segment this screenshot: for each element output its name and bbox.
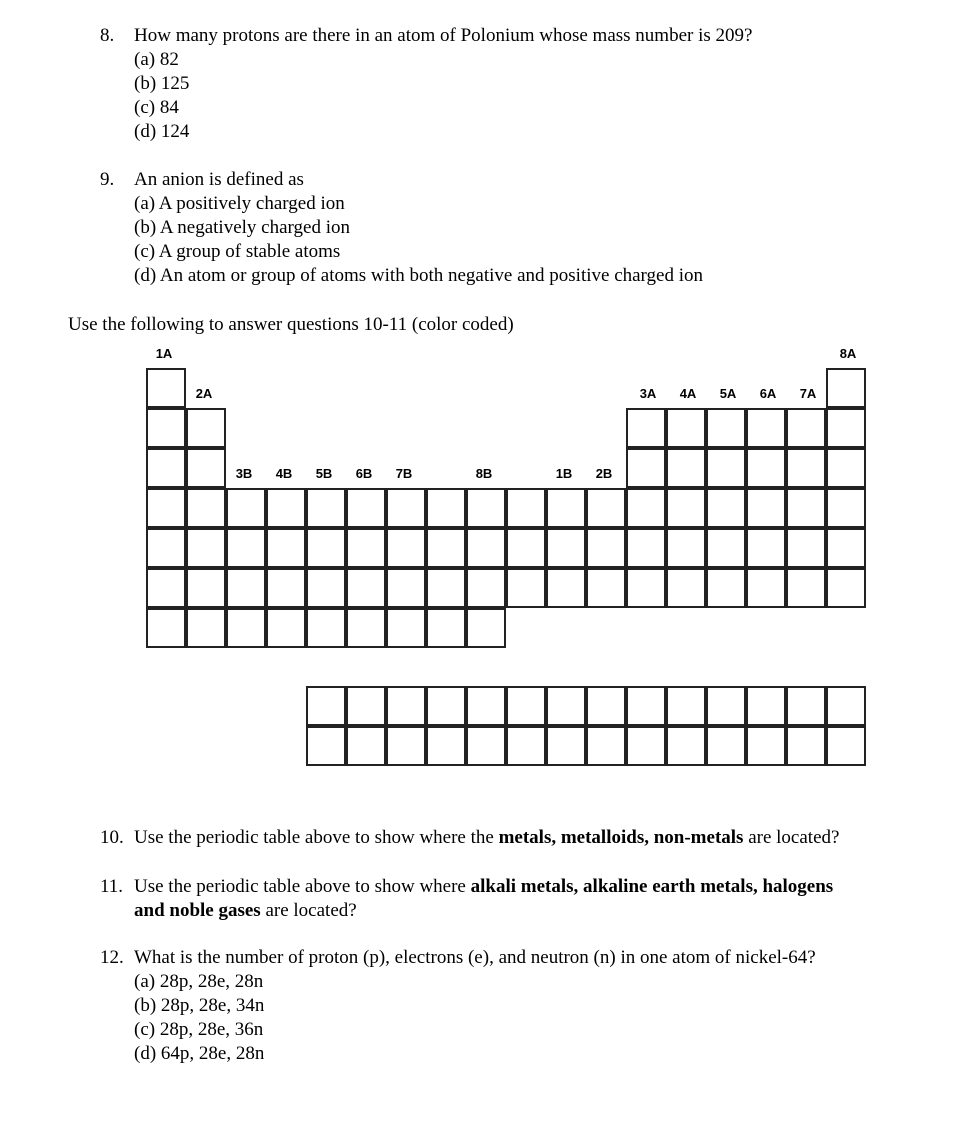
element-cell xyxy=(666,488,706,528)
element-cell xyxy=(706,448,746,488)
element-cell xyxy=(746,448,786,488)
element-cell xyxy=(266,488,306,528)
element-cell xyxy=(826,368,866,408)
question-number: 12. xyxy=(100,947,124,968)
element-cell xyxy=(666,448,706,488)
element-cell xyxy=(826,528,866,568)
bold-term: and noble gases xyxy=(134,900,261,921)
element-cell xyxy=(186,568,226,608)
question-text: What is the number of proton (p), electrons (e), and neutron (n) in one atom of nickel-64? xyxy=(134,947,816,968)
element-cell xyxy=(186,408,226,448)
element-cell xyxy=(746,568,786,608)
f-block-cell xyxy=(786,726,826,766)
group-label-4a: 4A xyxy=(679,386,697,401)
element-cell xyxy=(426,608,466,648)
element-cell xyxy=(826,568,866,608)
element-cell xyxy=(466,528,506,568)
element-cell xyxy=(426,528,466,568)
option-b: (b) 28p, 28e, 34n xyxy=(134,995,265,1016)
element-cell xyxy=(346,528,386,568)
element-cell xyxy=(146,608,186,648)
group-label-2a: 2A xyxy=(195,386,213,401)
element-cell xyxy=(706,568,746,608)
instruction-text: Use the following to answer questions 10-11 (color coded) xyxy=(68,314,514,335)
element-cell xyxy=(306,608,346,648)
f-block-cell xyxy=(506,686,546,726)
element-cell xyxy=(386,528,426,568)
element-cell xyxy=(146,528,186,568)
element-cell xyxy=(146,408,186,448)
element-cell xyxy=(266,528,306,568)
f-block-cell xyxy=(826,686,866,726)
option-c: (c) 84 xyxy=(134,97,179,118)
element-cell xyxy=(826,408,866,448)
question-number: 11. xyxy=(100,876,124,897)
f-block-cell xyxy=(346,686,386,726)
element-cell xyxy=(586,488,626,528)
f-block-cell xyxy=(626,686,666,726)
group-label-6a: 6A xyxy=(759,386,777,401)
option-a: (a) 82 xyxy=(134,49,179,70)
question-9 xyxy=(100,168,920,288)
group-label-7a: 7A xyxy=(799,386,817,401)
f-block-cell xyxy=(346,726,386,766)
blank-periodic-table xyxy=(0,340,960,780)
option-b: (b) 125 xyxy=(134,73,190,94)
group-label-3a: 3A xyxy=(639,386,657,401)
element-cell xyxy=(506,528,546,568)
f-block-cell xyxy=(306,686,346,726)
element-cell xyxy=(306,528,346,568)
element-cell xyxy=(266,608,306,648)
element-cell xyxy=(666,528,706,568)
option-b: (b) A negatively charged ion xyxy=(134,217,350,238)
element-cell xyxy=(146,368,186,408)
element-cell xyxy=(426,568,466,608)
f-block-cell xyxy=(666,726,706,766)
f-block-cell xyxy=(586,726,626,766)
option-a: (a) A positively charged ion xyxy=(134,193,345,214)
f-block-cell xyxy=(666,686,706,726)
f-block-cell xyxy=(466,726,506,766)
element-cell xyxy=(666,408,706,448)
element-cell xyxy=(466,488,506,528)
question-number: 8. xyxy=(100,25,115,46)
element-cell xyxy=(546,488,586,528)
element-cell xyxy=(826,448,866,488)
f-block-cell xyxy=(786,686,826,726)
option-c: (c) 28p, 28e, 36n xyxy=(134,1019,264,1040)
element-cell xyxy=(586,568,626,608)
element-cell xyxy=(186,448,226,488)
element-cell xyxy=(626,448,666,488)
element-cell xyxy=(306,568,346,608)
element-cell xyxy=(626,528,666,568)
group-label-7b: 7B xyxy=(395,466,413,481)
element-cell xyxy=(786,568,826,608)
f-block-cell xyxy=(546,726,586,766)
question-text: Use the periodic table above to show where alkali metals, alkaline earth metals, halogens xyxy=(134,876,834,897)
question-8 xyxy=(100,24,920,144)
element-cell xyxy=(826,488,866,528)
group-label-5b: 5B xyxy=(315,466,333,481)
element-cell xyxy=(466,608,506,648)
question-text: Use the periodic table above to show where the metals, metalloids, non-metals are located? xyxy=(134,827,840,848)
element-cell xyxy=(546,528,586,568)
element-cell xyxy=(626,568,666,608)
group-label-8a: 8A xyxy=(839,346,857,361)
element-cell xyxy=(266,568,306,608)
group-label-5a: 5A xyxy=(719,386,737,401)
f-block-cell xyxy=(426,686,466,726)
element-cell xyxy=(386,608,426,648)
element-cell xyxy=(386,488,426,528)
f-block-cell xyxy=(706,686,746,726)
f-block-cell xyxy=(746,686,786,726)
f-block-cell xyxy=(626,726,666,766)
element-cell xyxy=(786,448,826,488)
element-cell xyxy=(706,528,746,568)
element-cell xyxy=(546,568,586,608)
element-cell xyxy=(346,568,386,608)
question-text-line-2: and noble gases are located? xyxy=(134,900,357,921)
element-cell xyxy=(226,528,266,568)
element-cell xyxy=(786,488,826,528)
element-cell xyxy=(426,488,466,528)
group-label-2b: 2B xyxy=(595,466,613,481)
element-cell xyxy=(146,488,186,528)
question-11 xyxy=(100,875,834,921)
element-cell xyxy=(146,448,186,488)
element-cell xyxy=(706,408,746,448)
f-block-cell xyxy=(826,726,866,766)
element-cell xyxy=(146,568,186,608)
element-cell xyxy=(506,488,546,528)
question-text: How many protons are there in an atom of Polonium whose mass number is 209? xyxy=(134,25,753,46)
f-block-cell xyxy=(306,726,346,766)
element-cell xyxy=(386,568,426,608)
f-block-cell xyxy=(506,726,546,766)
question-12 xyxy=(100,946,920,1066)
element-cell xyxy=(746,408,786,448)
group-label-1a: 1A xyxy=(155,346,173,361)
element-cell xyxy=(626,408,666,448)
f-block-cell xyxy=(386,686,426,726)
group-label-8b: 8B xyxy=(475,466,493,481)
element-cell xyxy=(786,408,826,448)
question-10 xyxy=(100,826,840,850)
bold-term: alkali metals, alkaline earth metals, halogens xyxy=(470,876,834,897)
option-d: (d) 124 xyxy=(134,121,190,142)
element-cell xyxy=(586,528,626,568)
element-cell xyxy=(306,488,346,528)
group-label-3b: 3B xyxy=(235,466,253,481)
group-label-4b: 4B xyxy=(275,466,293,481)
element-cell xyxy=(666,568,706,608)
element-cell xyxy=(226,488,266,528)
f-block-cell xyxy=(586,686,626,726)
element-cell xyxy=(346,488,386,528)
element-cell xyxy=(626,488,666,528)
f-block-cell xyxy=(426,726,466,766)
option-c: (c) A group of stable atoms xyxy=(134,241,341,262)
f-block-cell xyxy=(466,686,506,726)
element-cell xyxy=(186,608,226,648)
question-text: An anion is defined as xyxy=(134,169,304,190)
option-d: (d) An atom or group of atoms with both negative and positive charged ion xyxy=(134,265,704,286)
element-cell xyxy=(746,528,786,568)
f-block-cell xyxy=(706,726,746,766)
element-cell xyxy=(706,488,746,528)
element-cell xyxy=(186,528,226,568)
element-cell xyxy=(186,488,226,528)
element-cell xyxy=(226,608,266,648)
question-number: 10. xyxy=(100,827,124,848)
element-cell xyxy=(346,608,386,648)
bold-term: metals, metalloids, non-metals xyxy=(498,827,744,848)
option-d: (d) 64p, 28e, 28n xyxy=(134,1043,265,1064)
element-cell xyxy=(226,568,266,608)
f-block-cell xyxy=(746,726,786,766)
element-cell xyxy=(786,528,826,568)
element-cell xyxy=(466,568,506,608)
question-number: 9. xyxy=(100,169,115,190)
element-cell xyxy=(506,568,546,608)
f-block-cell xyxy=(546,686,586,726)
group-label-6b: 6B xyxy=(355,466,373,481)
element-cell xyxy=(746,488,786,528)
option-a: (a) 28p, 28e, 28n xyxy=(134,971,264,992)
f-block-cell xyxy=(386,726,426,766)
group-label-1b: 1B xyxy=(555,466,573,481)
